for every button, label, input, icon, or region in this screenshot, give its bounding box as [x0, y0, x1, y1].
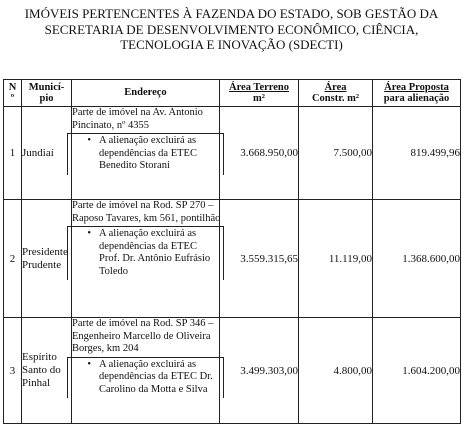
row-number: 3: [4, 318, 22, 424]
row-area-terreno: 3.668.950,00: [220, 107, 299, 200]
table-header-row: [4, 80, 461, 107]
endereco-note: [67, 358, 224, 399]
endereco-text: Parte de imóvel na Rod. SP 346 – Engenheiro Marcello de Oliveira Borges, km 204: [67, 318, 224, 358]
header-area-proposta: Área Proposta para alienação: [373, 80, 461, 107]
endereco-note-text: A alienação excluirá as dependências da ETEC Dr. Carolino da Motta e Silva: [99, 358, 213, 395]
table-row: [4, 318, 461, 424]
heading-line-1: IMÓVEIS PERTENCENTES À FAZENDA DO ESTADO, SOB GESTÃO DA: [24, 6, 439, 21]
endereco-note-text: A alienação excluirá as dependências da ETEC Prof. Dr. Antônio Eufrásio Toledo: [99, 228, 211, 277]
row-area-proposta: 819.499,96: [373, 107, 461, 200]
row-municipio: Jundiaí: [22, 107, 72, 200]
endereco-note-text: A alienação excluirá as dependências da ETEC Benedito Storani: [99, 135, 197, 171]
endereco-text: Parte de imóvel na Rod. SP 270 – Raposo Tavares, km 561, pontilhão: [67, 200, 224, 227]
row-area-terreno: 3.499.303,00: [220, 318, 299, 424]
row-area-proposta: 1.368.600,00: [373, 200, 461, 318]
header-area-terreno: Área Terreno m²: [220, 80, 299, 107]
table-row: [4, 200, 461, 318]
table-row: [4, 107, 461, 200]
header-endereco: Endereço: [72, 80, 220, 107]
bullet-icon: •: [87, 358, 91, 370]
document-heading: [0, 6, 463, 53]
bullet-icon: •: [87, 228, 91, 239]
endereco-text: Parte de imóvel na Av. Antonio Pincinato, nº 4355: [67, 107, 224, 134]
row-endereco: [72, 200, 220, 318]
properties-table: [3, 79, 461, 424]
row-municipio: Espírito Santo do Pinhal: [22, 318, 72, 424]
row-area-construida: 11.119,00: [299, 200, 373, 318]
row-area-terreno: 3.559.315,65: [220, 200, 299, 318]
row-area-proposta: 1.604.200,00: [373, 318, 461, 424]
endereco-note: [67, 227, 224, 280]
row-endereco: [72, 318, 220, 424]
row-area-construida: 4.800,00: [299, 318, 373, 424]
row-area-construida: 7.500,00: [299, 107, 373, 200]
heading-line-3: TECNOLOGIA E INOVAÇÃO (SDECTI): [120, 37, 343, 52]
row-number: 2: [4, 200, 22, 318]
heading-line-2: SECRETARIA DE DESENVOLVIMENTO ECONÔMICO, CIÊNCIA,: [44, 21, 419, 37]
row-endereco: [72, 107, 220, 200]
row-municipio: Presidente Prudente: [22, 200, 72, 318]
header-municipio: Municí- pio: [22, 80, 72, 107]
row-number: 1: [4, 107, 22, 200]
bullet-icon: •: [87, 135, 91, 146]
header-num: N º: [4, 80, 22, 107]
header-area-construida: Área Constr. m²: [299, 80, 373, 107]
endereco-note: [67, 134, 224, 175]
